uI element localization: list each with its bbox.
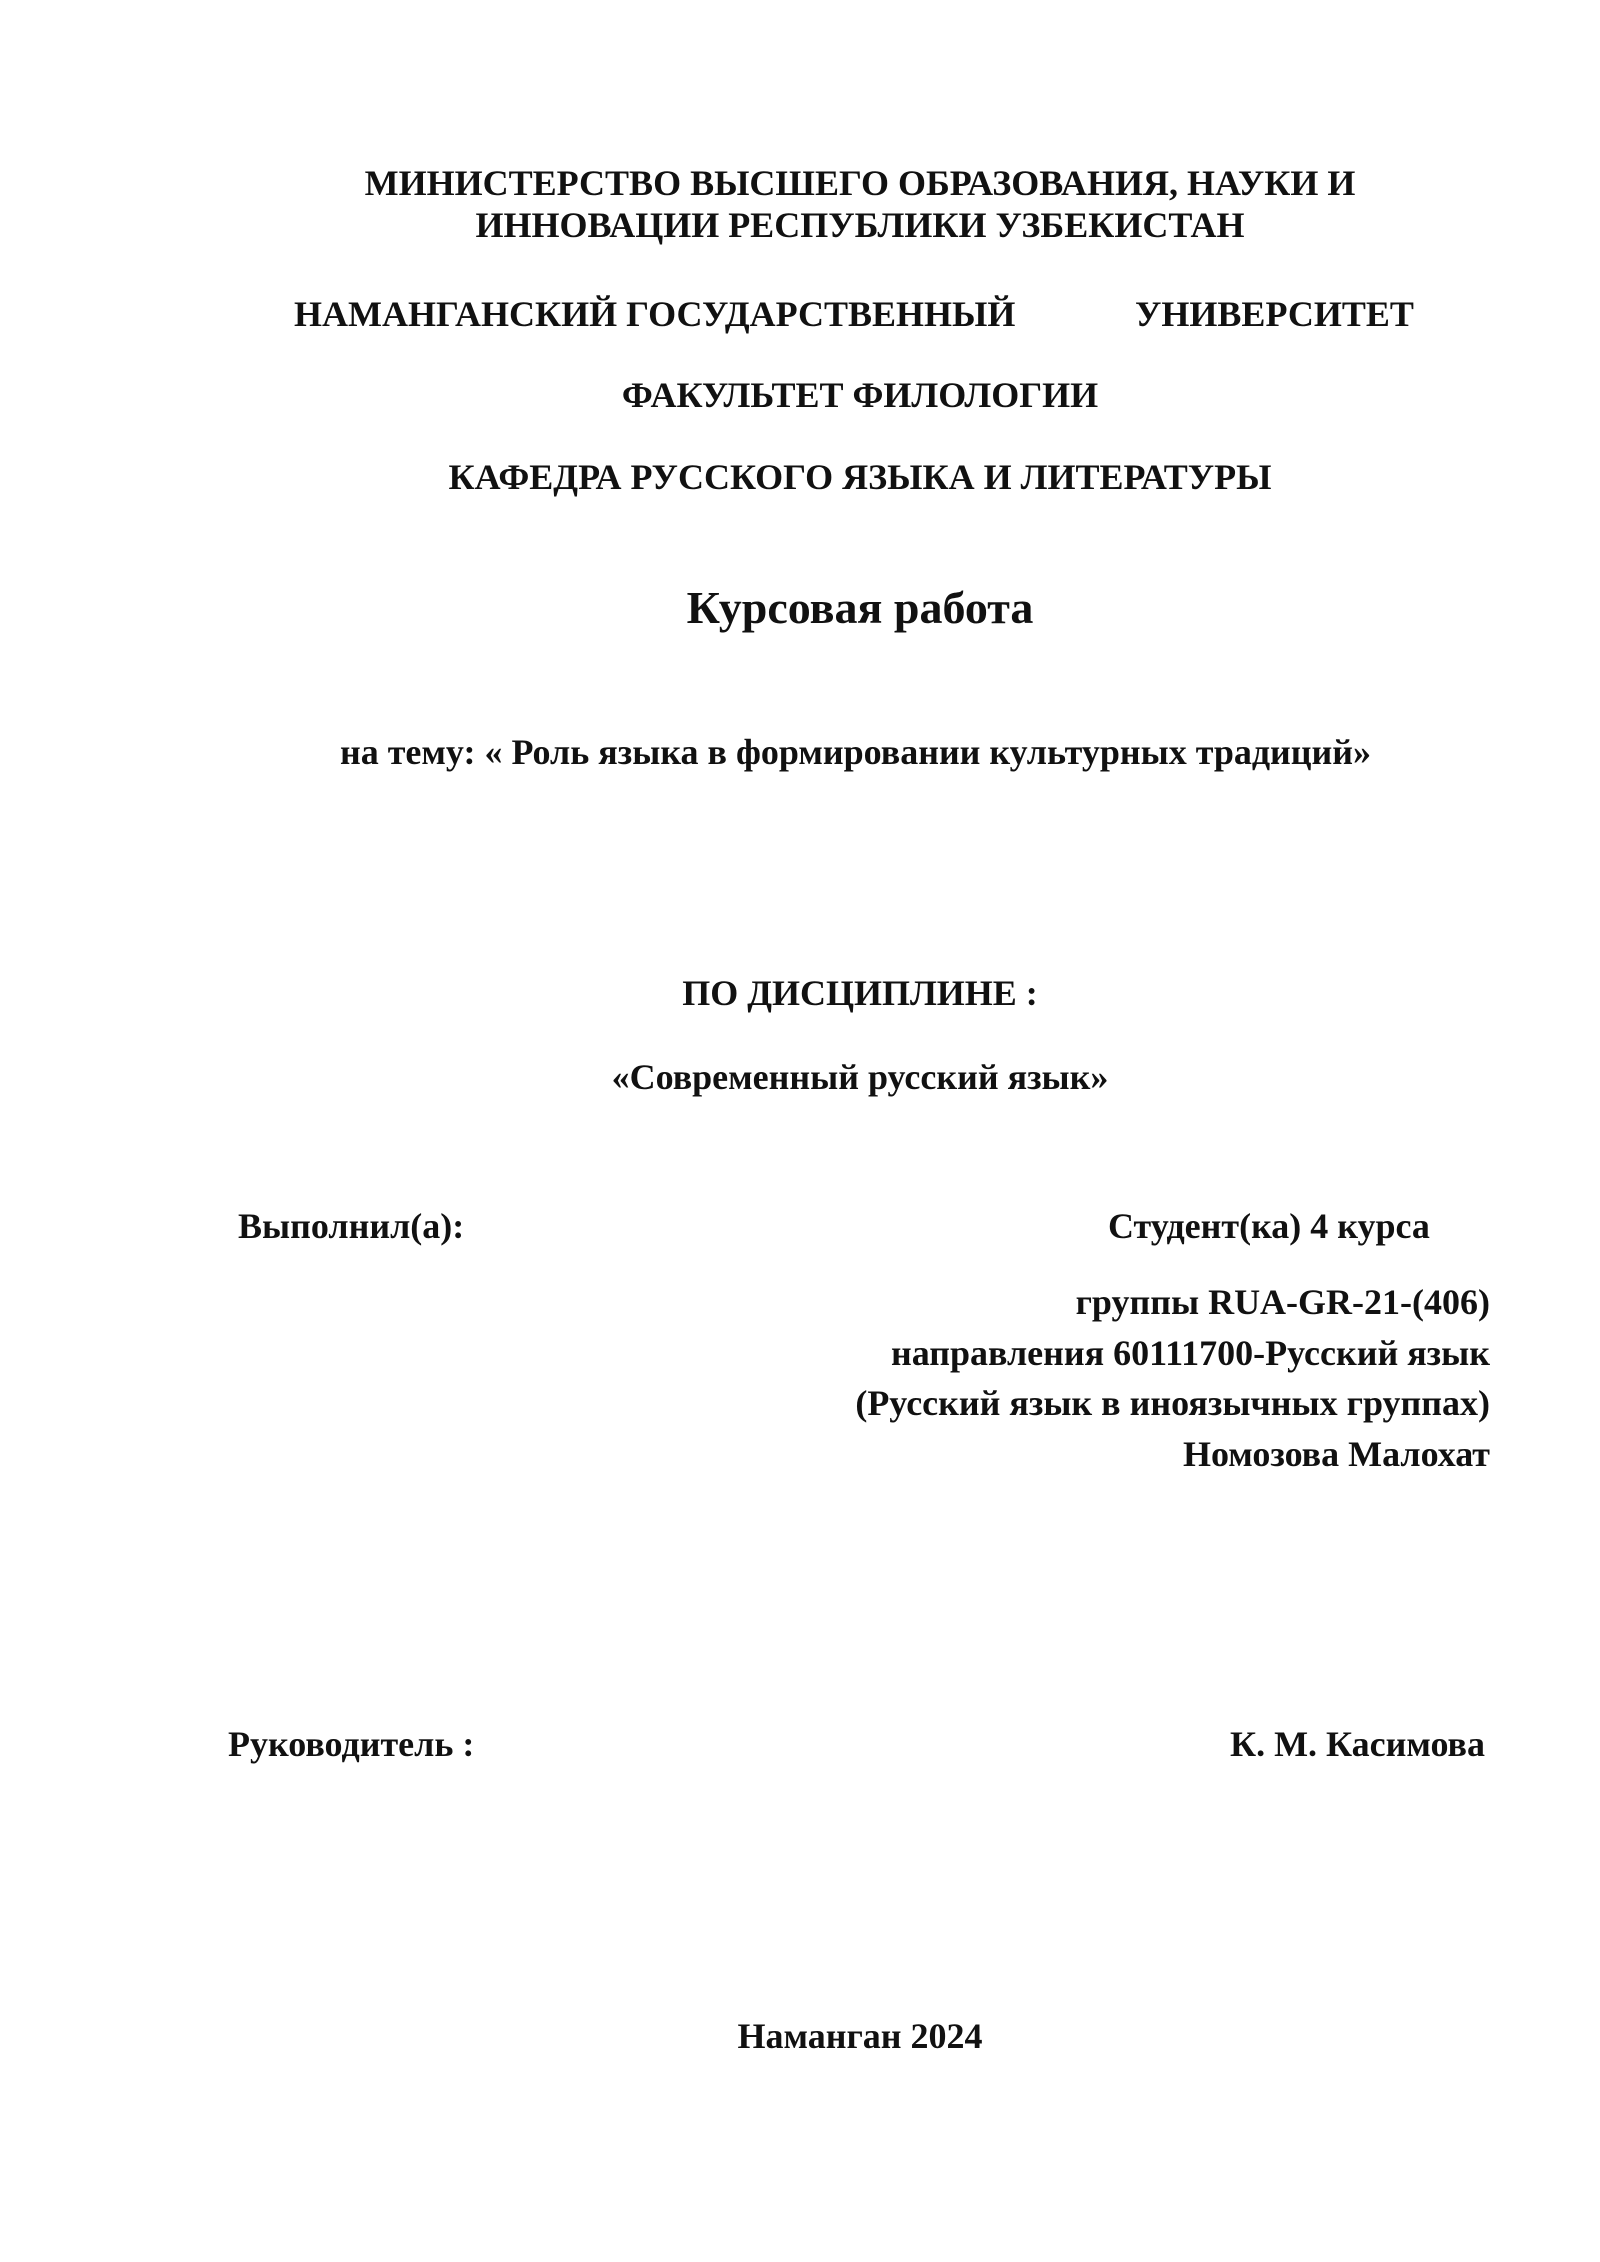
- student-course: Студент(ка) 4 курса: [1108, 1206, 1430, 1246]
- faculty-name: ФАКУЛЬТЕТ ФИЛОЛОГИИ: [621, 375, 1099, 415]
- performed-by-label: Выполнил(а):: [238, 1206, 465, 1246]
- student-name: Номозова Малохат: [1182, 1434, 1490, 1474]
- ministry-line-2: ИННОВАЦИИ РЕСПУБЛИКИ УЗБЕКИСТАН: [475, 205, 1245, 245]
- supervisor-name: К. М. Касимова: [1229, 1724, 1485, 1764]
- supervisor-label: Руководитель :: [228, 1724, 475, 1764]
- city-year: Наманган 2024: [737, 2016, 983, 2056]
- ministry-line-1: МИНИСТЕРСТВО ВЫСШЕГО ОБРАЗОВАНИЯ, НАУКИ И: [364, 163, 1356, 203]
- student-direction: направления 60111700-Русский язык: [890, 1333, 1490, 1373]
- document-type: Курсовая работа: [686, 582, 1034, 633]
- university-name: НАМАНГАНСКИЙ ГОСУДАРСТВЕННЫЙ: [294, 294, 1016, 334]
- discipline-label: ПО ДИСЦИПЛИНЕ :: [682, 973, 1038, 1013]
- student-group: группы RUA-GR-21-(406): [1075, 1282, 1490, 1322]
- department-name: КАФЕДРА РУССКОГО ЯЗЫКА И ЛИТЕРАТУРЫ: [448, 457, 1272, 497]
- discipline-name: «Современный русский язык»: [611, 1057, 1109, 1097]
- student-profile: (Русский язык в иноязычных группах): [855, 1383, 1490, 1423]
- work-topic: на тему: « Роль языка в формировании культурных традиций»: [340, 732, 1372, 772]
- university-word: УНИВЕРСИТЕТ: [1135, 294, 1414, 334]
